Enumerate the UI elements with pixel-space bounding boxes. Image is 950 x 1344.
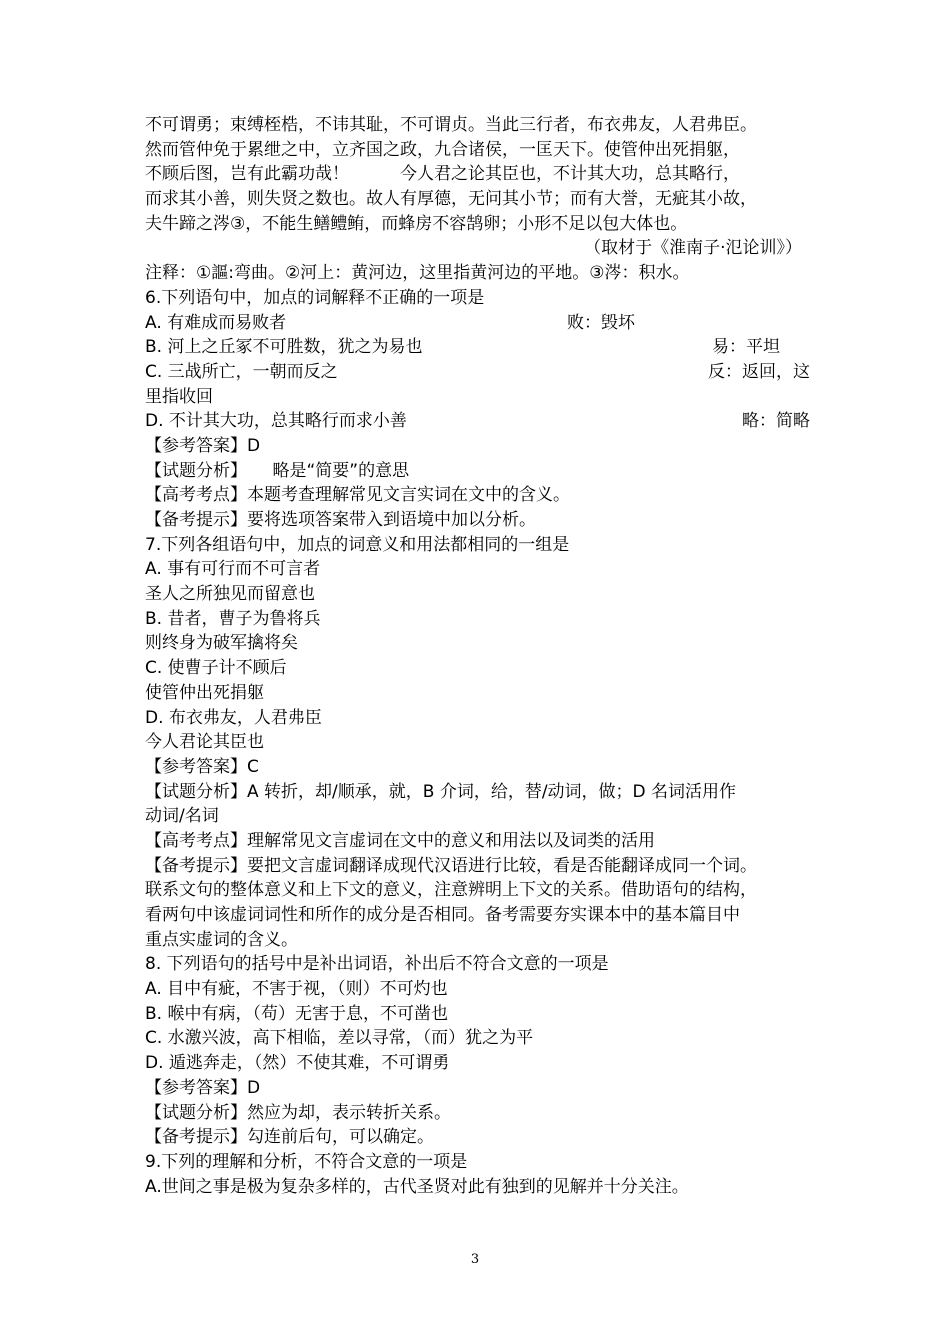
q6-option-a [145, 311, 810, 336]
q6-option-b [145, 335, 810, 360]
q7-d1: D. 布衣弗友，人君弗臣 [145, 707, 322, 728]
q8-d: D. 遁逃奔走，（然）不使其难，不可谓勇 [145, 1053, 450, 1074]
q9-a: A.世间之事是极为复杂多样的，古代圣贤对此有独到的见解并十分关注。 [145, 1176, 689, 1197]
q6-b-sentence: B. 河上之丘冢不可胜数，犹之为易也 [145, 337, 423, 358]
q8-tip: 【备考提示】勾连前后句，可以确定。 [145, 1127, 434, 1148]
passage-line: 然而管仲免于累绁之中，立齐国之政，九合诸侯，一匡天下。使管仲出死捐躯， [145, 139, 740, 160]
q6-d-sentence: D. 不计其大功，总其略行而求小善 [145, 411, 407, 432]
q7-tip: 【备考提示】要把文言虚词翻译成现代汉语进行比较，看是否能翻译成同一个词。 [145, 855, 757, 876]
q7-stem: 7.下列各组语句中，加点的词意义和用法都相同的一组是 [145, 534, 570, 555]
q6-answer: 【参考答案】D [145, 435, 261, 456]
q7-a2: 圣人之所独见而留意也 [145, 584, 315, 605]
page-number: 3 [470, 1252, 480, 1267]
q6-tip: 【备考提示】要将选项答案带入到语境中加以分析。 [145, 510, 536, 530]
q8-analysis: 【试题分析】然应为却，表示转折关系。 [145, 1102, 451, 1123]
q6-a-gloss: 败：毁坏 [567, 312, 635, 333]
q6-option-d [145, 409, 810, 434]
passage-line: 夫牛蹄之涔③，不能生鳝鳢鲔，而蜂房不容鹄卵；小形不足以包大体也。 [145, 213, 688, 234]
q8-a: A. 目中有疵，不害于视，（则）不可灼也 [145, 979, 448, 1000]
q6-b-gloss: 易：平坦 [712, 337, 780, 358]
q8-answer: 【参考答案】D [145, 1077, 261, 1098]
q6-option-c [145, 360, 810, 385]
q7-analysis-cont: 动词/名词 [145, 806, 219, 827]
q7-c1: C. 使曹子计不顾后 [145, 658, 287, 679]
q7-point: 【高考考点】理解常见文言虚词在文中的意义和用法以及词类的活用 [145, 830, 655, 851]
passage-line: 不可谓勇；束缚桎梏，不讳其耻，不可谓贞。当此三行者，布衣弗友，人君弗臣。 [145, 115, 757, 135]
q8-b: B. 喉中有病，（苟）无害于息，不可凿也 [145, 1003, 448, 1024]
q9-stem: 9.下列的理解和分析，不符合文意的一项是 [145, 1151, 468, 1172]
q7-b1: B. 昔者，曹子为鲁将兵 [145, 608, 321, 629]
q7-tip-cont: 看两句中该虚词词性和所作的成分是否相同。备考需要夯实课本中的基本篇目中 [145, 905, 740, 925]
q8-stem: 8. 下列语句的括号中是补出词语，补出后不符合文意的一项是 [145, 954, 609, 975]
q6-c-sentence: C. 三战所亡，一朝而反之 [145, 361, 338, 382]
q7-tip-cont: 重点实虚词的含义。 [145, 929, 298, 950]
q6-analysis: 【试题分析】 略是“简要”的意思 [145, 460, 410, 481]
q6-option-c-cont: 里指收回 [145, 386, 213, 407]
q6-point: 【高考考点】本题考查理解常见文言实词在文中的含义。 [145, 485, 570, 506]
q7-tip-cont: 联系文句的整体意义和上下文的意义，注意辨明上下文的关系。借助语句的结构， [145, 880, 757, 901]
q6-stem: 6.下列语句中，加点的词解释不正确的一项是 [145, 287, 485, 308]
passage-line: 而求其小善，则失贤之数也。故人有厚德，无问其小节；而有大誉，无疵其小故， [145, 189, 757, 210]
q7-b2: 则终身为破军擒将矣 [145, 633, 298, 654]
q7-c2: 使管仲出死捐躯 [145, 682, 264, 703]
q6-d-gloss: 略：简略 [742, 411, 810, 432]
q6-c-gloss: 反：返回，这 [708, 361, 810, 382]
q7-a1: A. 事有可行而不可言者 [145, 559, 321, 580]
q7-answer: 【参考答案】C [145, 756, 259, 777]
passage-source: （取材于《淮南子·氾论训》） [584, 238, 802, 259]
passage-notes: 注释：①謳:弯曲。②河上：黄河边，这里指黄河边的平地。③涔：积水。 [145, 263, 690, 284]
passage-line: 不顾后图，岂有此霸功哉！ 今人君之论其臣也，不计其大功，总其略行， [145, 164, 740, 185]
document-body [145, 113, 810, 1199]
q7-d2: 今人君论其臣也 [145, 732, 264, 753]
q8-c: C. 水激兴波，高下相临，差以寻常，（而）犹之为平 [145, 1028, 534, 1049]
q7-analysis: 【试题分析】A 转折，却/顺承，就，B 介词，给，替/动词，做；D 名词活用作 [145, 781, 737, 802]
q6-a-sentence: A. 有难成而易败者 [145, 312, 287, 333]
